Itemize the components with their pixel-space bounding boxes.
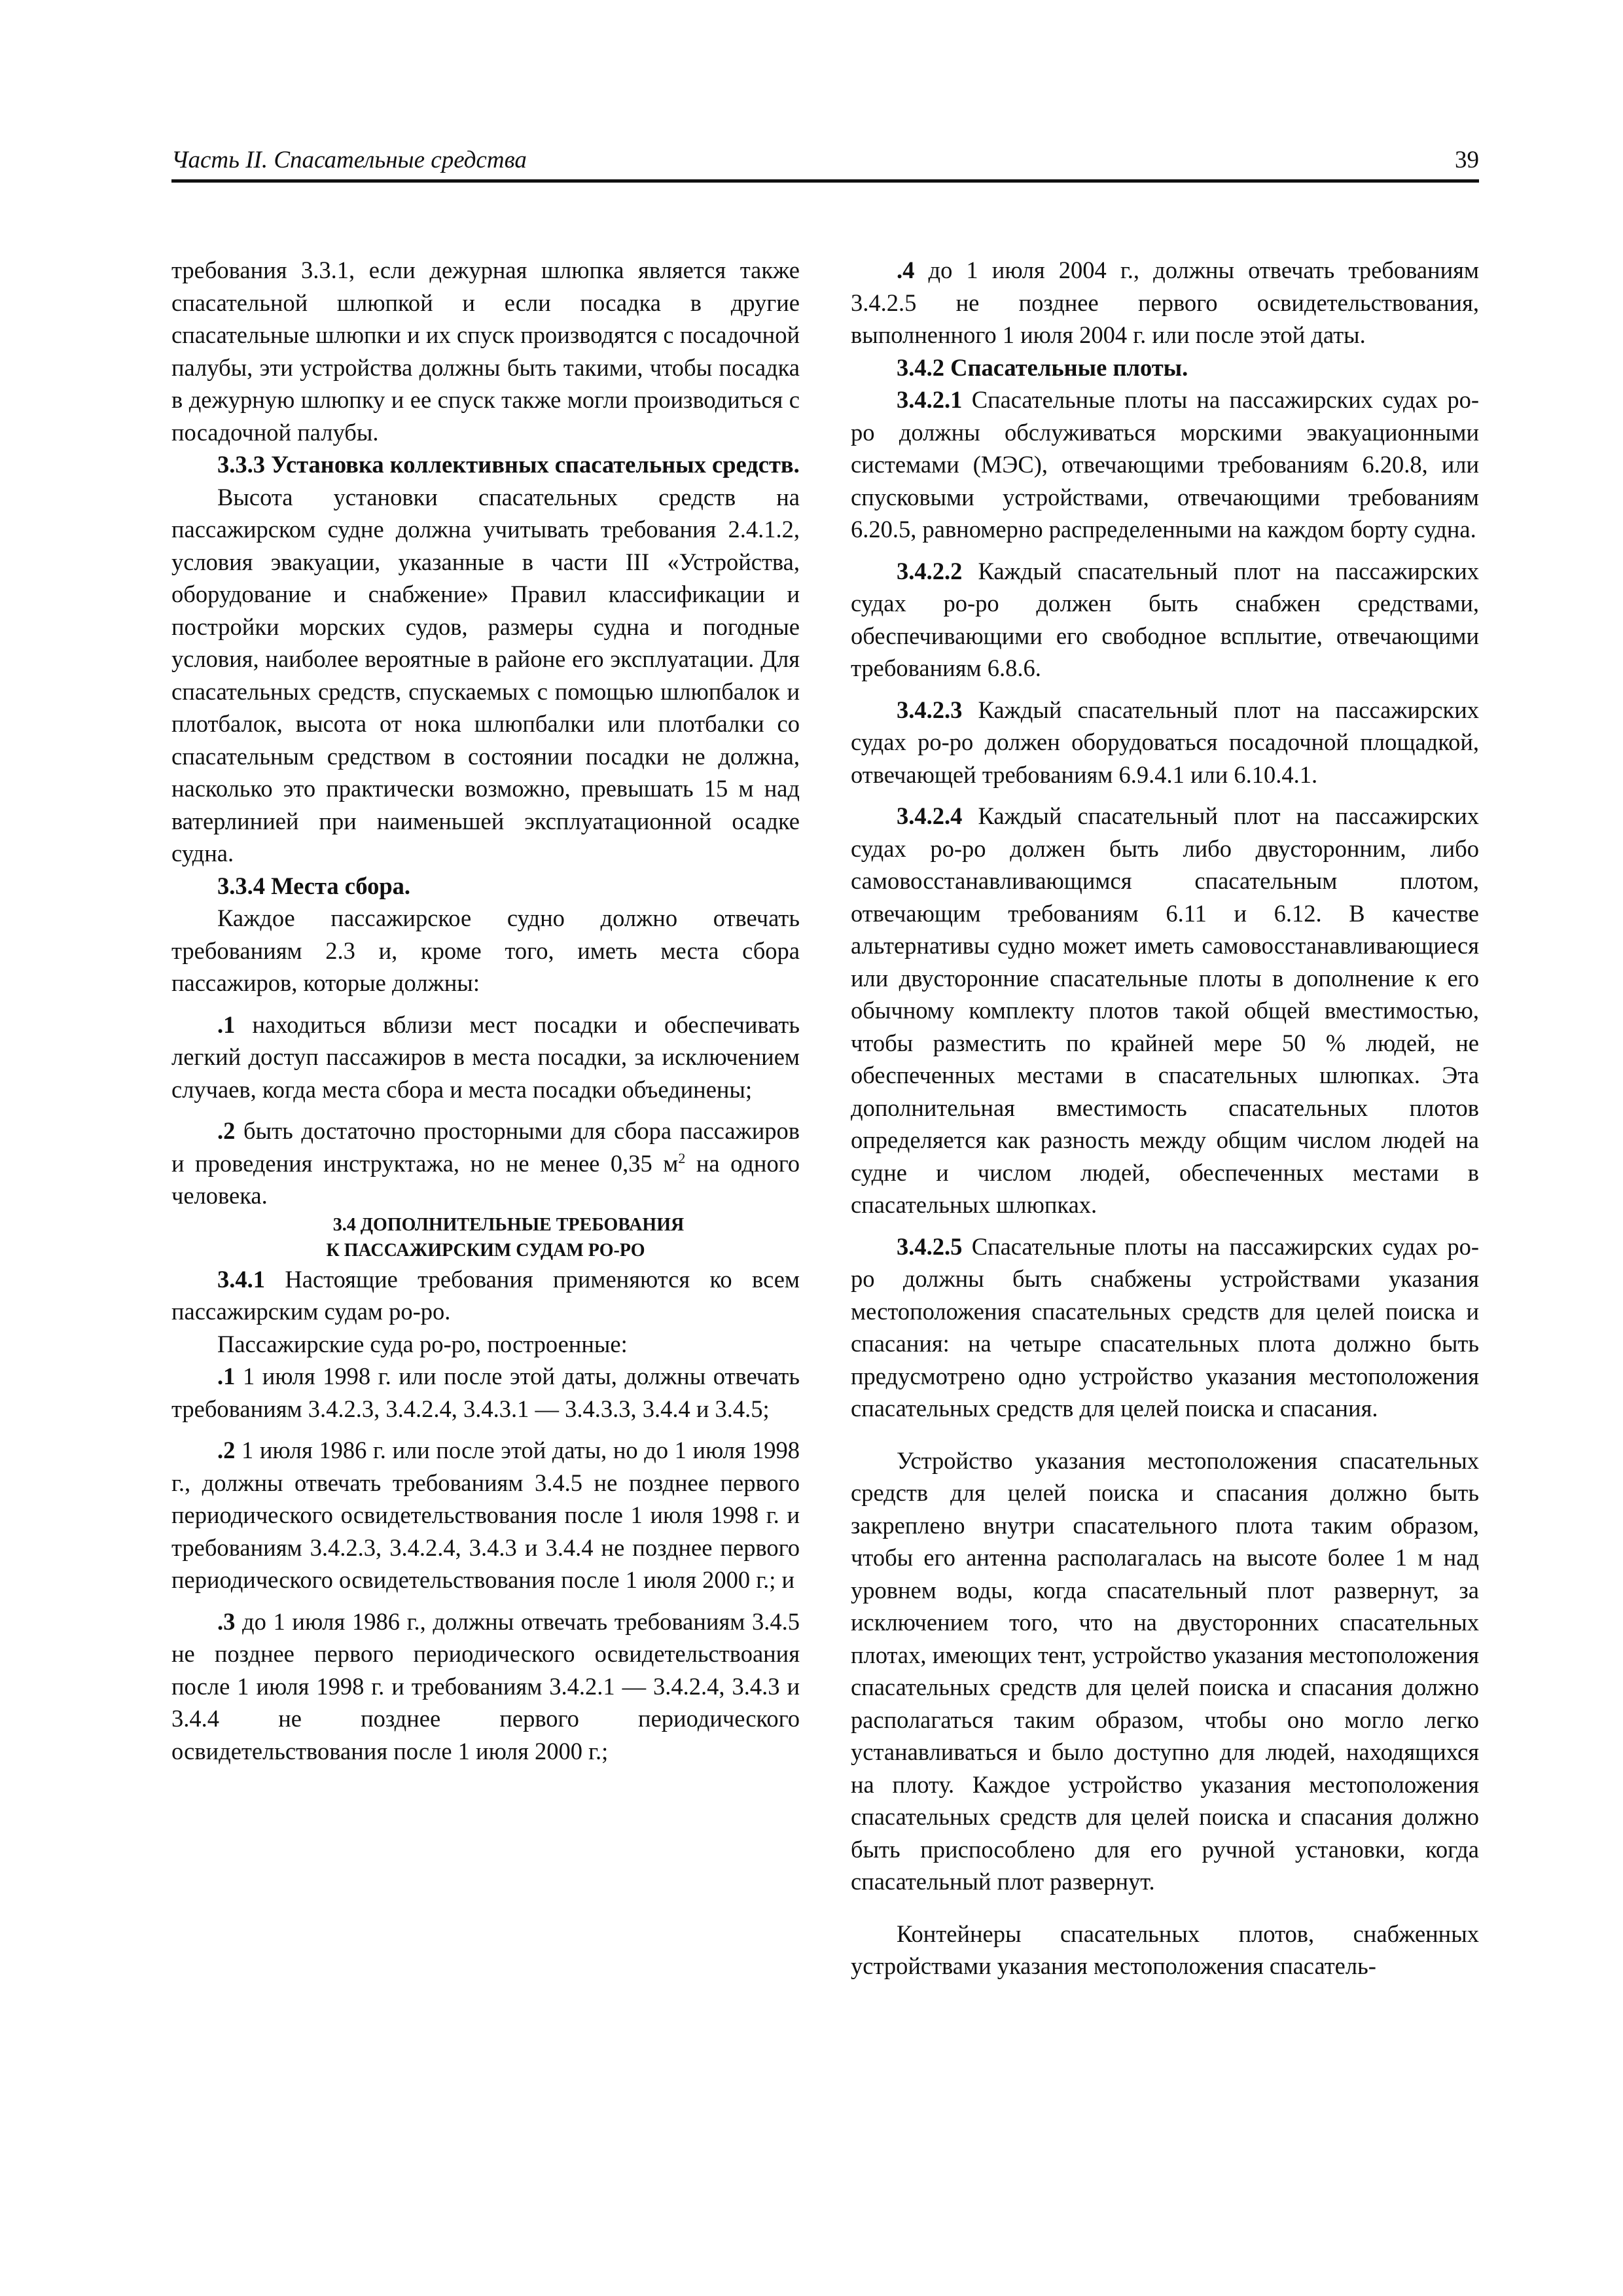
section-title: Места сбора.	[271, 872, 411, 899]
section-text: Каждый спасательный плот на пассажирских судах ро-ро должен оборудоваться посадочной площадкой, отвечающей требованиям 6.9.4.1 или 6.10.4.1.	[851, 696, 1479, 788]
paragraph-continuation: требования 3.3.1, если дежурная шлюпка является также спасательной шлюпкой и если посадка в другие спасательные шлюпки и их спуск производятся с посадочной палубы, эти устройства должны быть такими, чтобы посадка в дежурную шлюпку и ее спуск также могли производиться с посадочной палубы.	[171, 257, 800, 446]
heading-line: К ПАССАЖИРСКИМ СУДАМ РО-РО	[326, 1240, 645, 1261]
item-text: быть достаточно просторными для сбора пассажиров и проведения инструктажа, но не менее 0,35 м	[171, 1117, 800, 1177]
list-item	[171, 1009, 800, 1106]
item-number: .4	[897, 257, 915, 283]
list-item	[171, 1434, 800, 1596]
heading-line: 3.4 ДОПОЛНИТЕЛЬНЫЕ ТРЕБОВАНИЯ	[332, 1214, 685, 1235]
list-item	[171, 1360, 800, 1425]
page-header	[171, 139, 1479, 183]
section-text: Спасательные плоты на пассажирских судах ро-ро должны обслуживаться морскими эвакуационными системами (МЭС), отвечающими требованиям 6.20.8, или спусковыми устройствами, отвечающими требованиям 6.20.5, равномерно распределенными на каждом борту судна.	[851, 386, 1480, 543]
section-number: 3.4.2.4	[897, 802, 963, 829]
section-number: 3.4.1	[217, 1265, 265, 1293]
section-3-4-2-2	[851, 555, 1479, 685]
section-title: 3.4.2 Спасательные плоты.	[897, 353, 1188, 381]
item-number: .1	[217, 1363, 236, 1390]
right-column	[851, 254, 1479, 1982]
section-number: 3.3.4	[217, 872, 265, 899]
item-text: 1 июля 1998 г. или после этой даты, должны отвечать требованиям 3.4.2.3, 3.4.2.4, 3.4.3.1 — 3.4.3.3, 3.4.4 и 3.4.5;	[171, 1363, 800, 1422]
item-number: .2	[217, 1437, 236, 1463]
section-text: Каждый спасательный плот на пассажирских судах ро-ро должен быть либо двусторонним, либо самовосстанавливающимся спасательным плотом, отвечающим требованиям 6.11 и 6.12. В качестве альтернативы судно может иметь самовосстанавливающиеся или двусторонние спасательные плоты в дополнение к его обычному комплекту плотов такой общей вместимостью, чтобы разместить по крайней мере 50 % людей, не обеспеченных местами в спасательных шлюпках. Эта дополнительная вместимость спасательных плотов определяется как разность между общим числом людей на судне и числом людей, обеспеченных местами в спасательных шлюпках.	[851, 802, 1479, 1218]
header-title: Часть II. Спасательные средства	[171, 147, 527, 173]
section-3-4-2-heading	[851, 351, 1479, 384]
item-text: находиться вблизи мест посадки и обеспечивать легкий доступ пассажиров в места посадки, за исключением случаев, когда места сбора и места посадки объединены;	[171, 1011, 800, 1103]
section-title: Установка коллективных спасательных средств.	[271, 451, 800, 478]
item-number: .1	[217, 1011, 236, 1038]
item-number: .3	[217, 1607, 236, 1635]
paragraph: Контейнеры спасательных плотов, снабженных устройствами указания местоположения спасатель-	[851, 1920, 1479, 1979]
section-3-3-4-heading	[171, 870, 800, 903]
paragraph: Пассажирские суда ро-ро, построенные:	[217, 1330, 628, 1357]
section-3-4-2-4	[851, 800, 1479, 1221]
section-3-4-2-1	[851, 384, 1479, 546]
section-number: 3.4.2.2	[897, 557, 963, 584]
page-number: 39	[1455, 147, 1479, 173]
section-text: Спасательные плоты на пассажирских судах ро-ро должны быть снабжены устройствами указания местоположения спасательных средств для целей поиска и спасания: на четыре спасательных плота должно быть предусмотрено одно устройство указания местоположения спасательных средств для целей поиска и спасания.	[851, 1232, 1480, 1422]
item-text: до 1 июля 1986 г., должны отвечать требованиям 3.4.5 не позднее первого периодического освидетельствоания после 1 июля 1998 г. и требованиям 3.4.2.1 — 3.4.2.4, 3.4.3 и 3.4.4 не позднее первого периодического освидетельствования после 1 июля 2000 г.;	[171, 1607, 800, 1765]
section-number: 3.4.2.3	[897, 696, 963, 723]
superscript: 2	[678, 1149, 686, 1166]
section-3-4-2-5	[851, 1230, 1479, 1425]
section-3-3-3-heading	[171, 448, 800, 481]
section-3-4-2-3	[851, 694, 1479, 791]
paragraph: Каждое пассажирское судно должно отвечать требованиям 2.3 и, кроме того, иметь места сбора пассажиров, которые должны:	[171, 905, 800, 996]
section-number: 3.4.2.5	[897, 1232, 963, 1260]
list-item	[171, 1115, 800, 1212]
section-number: 3.4.2.1	[897, 386, 963, 413]
item-text-tail: на одного человека.	[171, 1149, 800, 1209]
section-text: Настоящие требования применяются ко всем пассажирским судам ро-ро.	[171, 1265, 800, 1325]
list-item	[851, 254, 1479, 351]
section-3-4-heading	[171, 1212, 800, 1263]
paragraph: Устройство указания местоположения спасательных средств для целей поиска и спасания должно быть закреплено внутри спасательного плота таким образом, чтобы его антенна располагалась на высоте более 1 м над уровнем воды, когда спасательный плот развернут, за исключением того, что на двусторонних спасательных плотах, имеющих тент, устройство указания местоположения спасательных средств для целей поиска и спасания должно располагаться таким образом, чтобы оно могло легко устанавливаться и было доступно для людей, находящихся на плоту. Каждое устройство указания местоположения спасательных средств для целей поиска и спасания должно быть приспособлено для его ручной установки, когда спасательный плот развернут.	[851, 1446, 1479, 1895]
section-number: 3.3.3	[217, 451, 265, 478]
item-text: 1 июля 1986 г. или после этой даты, но до 1 июля 1998 г., должны отвечать требованиям 3.4.5 не позднее первого периодического освидетельствования после 1 июля 1998 г. и требованиям 3.4.2.3, 3.4.2.4, 3.4.3 и 3.4.4 не позднее первого периодического освидетельствования после 1 июля 2000 г.; и	[171, 1437, 800, 1593]
left-column	[171, 254, 800, 1767]
paragraph: Высота установки спасательных средств на пассажирском судне должна учитывать требования 2.4.1.2, условия эвакуации, указанные в части III «Устройства, оборудование и снабжение» Правил классификации и постройки морских судов, размеры судна и погодные условия, наиболее вероятные в районе его эксплуатации. Для спасательных средств, спускаемых с помощью шлюпбалок и плотбалок, высота от нока шлюпбалки или плотбалки со спасательным средством в состоянии посадки не должна, насколько это практически возможно, превышать 15 м над ватерлинией при наименьшей эксплуатационной осадке судна.	[171, 483, 800, 867]
item-number: .2	[217, 1117, 236, 1144]
item-text: до 1 июля 2004 г., должны отвечать требованиям 3.4.2.5 не позднее первого освидетельствования, выполненного 1 июля 2004 г. или после этой даты.	[851, 257, 1480, 348]
section-text: Каждый спасательный плот на пассажирских судах ро-ро должен быть снабжен средствами, обеспечивающими его свободное всплытие, отвечающими требованиям 6.8.6.	[851, 557, 1479, 681]
list-item	[171, 1605, 800, 1768]
section-3-4-1	[171, 1263, 800, 1328]
